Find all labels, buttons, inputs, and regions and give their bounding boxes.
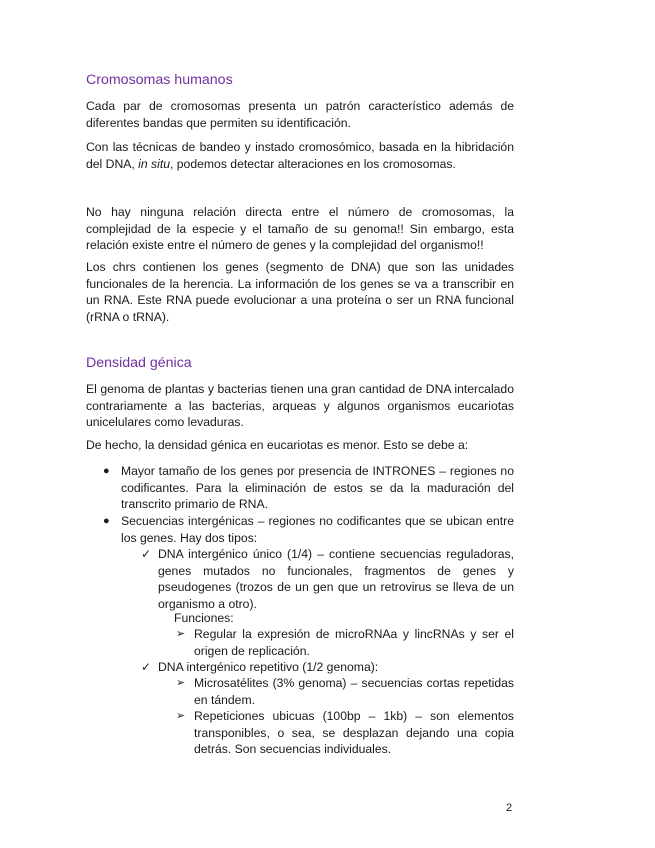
checkmark-icon: ✓: [141, 547, 152, 561]
list-item-microsatellites: Microsatélites (3% genoma) – secuencias cortas repetidas en tándem.: [194, 676, 514, 707]
functions-label: Funciones:: [174, 611, 234, 625]
list-item-intergenic: Secuencias intergénicas – regiones no codificantes que se ubican entre los genes. Hay dos tipos:: [121, 514, 514, 545]
checkmark-icon: ✓: [141, 660, 152, 674]
paragraph-density: De hecho, la densidad génica en eucariotas es menor. Esto se debe a:: [86, 438, 469, 452]
list-item-unique-dna: DNA intergénico único (1/4) – contiene secuencias reguladoras, genes mutados no funcionales, fragmentos de genes y pseudogenes (trozos de un gen que un retrovirus se lleva de un organismo a otro).: [158, 547, 514, 611]
paragraph-techniques: [86, 139, 514, 172]
page-number: 2: [506, 802, 513, 814]
arrow-bullet-icon: ➢: [176, 677, 186, 689]
paragraph-genome-plants: El genoma de plantas y bacterias tienen una gran cantidad de DNA intercalado contrariamente a las bacterias, arqueas y algunos organismos eucariotas unicelulares como levaduras.: [86, 382, 514, 430]
paragraph-pattern: Cada par de cromosomas presenta un patrón característico además de diferentes bandas que permiten su identificación.: [86, 99, 514, 130]
section-heading-cromosomas: Cromosomas humanos: [86, 72, 233, 88]
italic-in-situ: in situ: [138, 156, 170, 171]
list-item-ubiquitous-repeats: Repeticiones ubicuas (100bp – 1kb) – son elementos transponibles, o sea, se desplazan dejando una copia detrás. Son secuencias individuales.: [194, 709, 514, 757]
list-item-repetitive-dna: DNA intergénico repetitivo (1/2 genoma):: [158, 660, 379, 674]
section-heading-densidad: Densidad génica: [86, 355, 192, 371]
bullet-icon: ●: [103, 515, 110, 527]
paragraph-no-relation: No hay ninguna relación directa entre el número de cromosomas, la complejidad de la especie y el tamaño de su genoma!! Sin embargo, esta relación existe entre el número de genes y la complejidad del organismo!!: [86, 205, 514, 253]
paragraph-techniques-end: , podemos detectar alteraciones en los cromosomas.: [170, 156, 456, 171]
arrow-bullet-icon: ➢: [176, 628, 186, 640]
bullet-icon: ●: [103, 465, 110, 477]
list-item-introns: Mayor tamaño de los genes por presencia de INTRONES – regiones no codificantes. Para la eliminación de estos se da la maduración del transcrito primario de RNA.: [121, 464, 514, 512]
paragraph-genes: Los chrs contienen los genes (segmento de DNA) que son las unidades funcionales de la herencia. La información de los genes se va a transcribir en un RNA. Este RNA puede evolucionar a una proteína o ser un RNA funcional (rRNA o tRNA).: [86, 260, 514, 324]
list-item-regulate: Regular la expresión de microRNAa y lincRNAs y ser el origen de replicación.: [194, 627, 514, 658]
paragraph-techniques-text: Con las técnicas de bandeo y instado cromosómico, basada en la hibridación del DNA,: [86, 140, 514, 171]
arrow-bullet-icon: ➢: [176, 710, 186, 722]
